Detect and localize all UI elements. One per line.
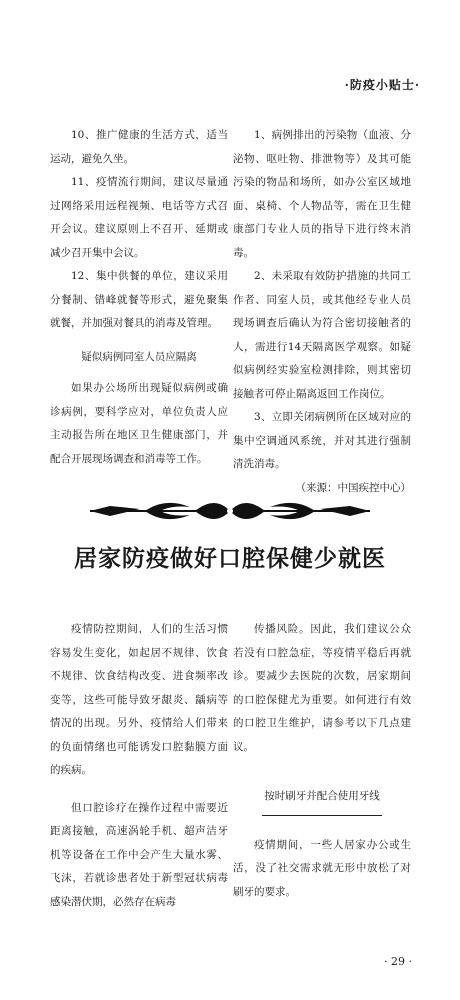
paragraph: 11、疫情流行期间，建议尽量通过网络采用远程视频、电话等方式召开会议。建议原则上不召开、延期或减少召开集中会议。 [50, 176, 228, 259]
source-note: （来源：中国疾控中心） [295, 481, 411, 494]
paragraph: 10、推广健康的生活方式，适当运动，避免久坐。 [50, 129, 228, 165]
column-tag: ·防疫小贴士· [344, 78, 420, 92]
subheading: 按时刷牙并配合使用牙线 [264, 790, 380, 802]
paragraph: 疫情防控期间，人们的生活习惯容易发生变化，如起居不规律、饮食不规律、饮食结构改变、进食频率改变等，这些可能导致牙龈炎、龋病等情况的出现。另外，疫情给人们带来的负面情绪也可能诱发口腔黏膜方面的疾病。 [50, 623, 228, 776]
paragraph: 传播风险。因此，我们建议公众若没有口腔急症，等疫情平稳后再就诊。要减少去医院的次数，居家期间的口腔保健尤为重要。如何进行有效的口腔卫生维护，请参考以下几点建议。 [233, 623, 411, 753]
text-column-3 [50, 618, 228, 914]
paragraph: 1、病例排出的污染物（血液、分泌物、呕吐物、排泄物等）及其可能污染的物品和场所，如办公室区域地面、桌椅、个人物品等，需在卫生健康部门专业人员的指导下进行终末消毒。 [233, 129, 411, 259]
text-column-4 [233, 618, 411, 904]
paragraph: 3、立即关闭病例所在区域对应的集中空调通风系统，并对其进行强制清洗消毒。 [233, 411, 411, 470]
paragraph: 如果办公场所出现疑似病例或确诊病例，要科学应对，单位负责人应主动报告所在地区卫生健康部门，并配合开展现场调查和消毒等工作。 [50, 382, 228, 465]
subheading: 疑似病例同室人员应隔离 [81, 350, 197, 363]
article-headline: 居家防疫做好口腔保健少就医 [74, 546, 386, 572]
paragraph: 2、未采取有效防护措施的共同工作者、同室人员，或其他经专业人员现场调查后确认为符合密切接触者的人，需进行14天隔离医学观察。如疑似病例经实验室检测排除，则其密切接触者可停止隔离返回工作岗位。 [233, 270, 411, 400]
page-number: · 29 · [384, 955, 412, 968]
subheading-rule [262, 815, 382, 816]
paragraph: 疫情期间，一些人居家办公或生活，没了社交需求就无形中放松了对刷牙的要求。 [233, 838, 411, 898]
text-column-1 [50, 124, 228, 471]
paragraph: 12、集中供餐的单位，建议采用分餐制、错峰就餐等形式，避免聚集就餐，并加强对餐具的消毒及管理。 [50, 270, 228, 329]
ornamental-divider [80, 493, 380, 529]
paragraph: 但口腔诊疗在操作过程中需要近距离接触，高速涡轮手机、超声洁牙机等设备在工作中会产生大量水雾、飞沫，若就诊患者处于新型冠状病毒感染潜伏期，必然存在病毒 [50, 801, 228, 908]
text-column-2 [233, 124, 411, 500]
